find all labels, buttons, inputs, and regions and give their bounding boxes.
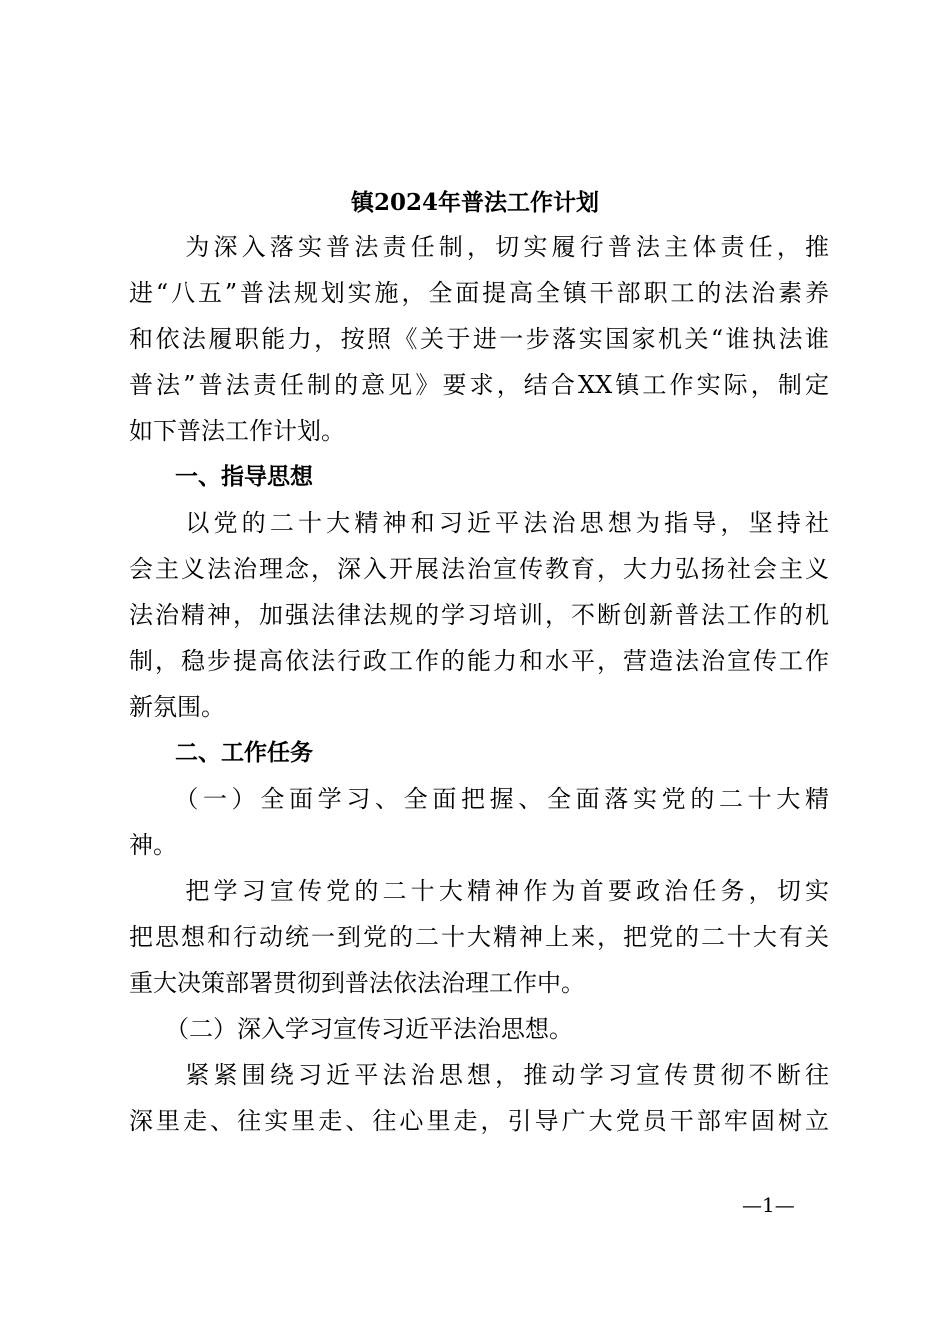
body-line: 进“八五”普法规划实施，全面提高全镇干部职工的法治素养: [129, 279, 829, 307]
body-line: 把思想和行动统一到党的二十大精神上来，把党的二十大有关: [129, 923, 829, 951]
page-number: —1—: [742, 1193, 795, 1217]
body-line: 会主义法治理念，深入开展法治宣传教育，大力弘扬社会主义: [129, 555, 829, 583]
body-line: 和依法履职能力，按照《关于进一步落实国家机关“谁执法谁: [129, 325, 829, 353]
body-line: 制，稳步提高依法行政工作的能力和水平，营造法治宣传工作: [129, 647, 829, 675]
subsection-heading: （一）全面学习、全面把握、全面落实党的二十大精: [129, 785, 829, 813]
body-line: 法治精神，加强法律法规的学习培训，不断创新普法工作的机: [129, 601, 829, 629]
body-line: 紧紧围绕习近平法治思想，推动学习宣传贯彻不断往: [129, 1061, 829, 1089]
body-line: 深里走、往实里走、往心里走，引导广大党员干部牢固树立: [129, 1107, 829, 1135]
body-line: 为深入落实普法责任制，切实履行普法主体责任，推: [129, 233, 829, 261]
body-line: 重大决策部署贯彻到普法依法治理工作中。: [129, 969, 585, 997]
subsection-heading: （二）深入学习宣传习近平法治思想。: [129, 1015, 573, 1043]
document-title: 镇2024年普法工作计划: [350, 189, 599, 216]
body-line: 如下普法工作计划。: [129, 417, 345, 445]
section-heading: 二、工作任务: [129, 740, 313, 766]
body-line: 新氛围。: [129, 693, 225, 721]
body-line: 普法”普法责任制的意见》要求，结合XX镇工作实际，制定: [129, 371, 829, 399]
section-heading: 一、指导思想: [129, 464, 313, 490]
subsection-heading: 神。: [129, 831, 177, 859]
body-line: 以党的二十大精神和习近平法治思想为指导，坚持社: [129, 509, 829, 537]
body-line: 把学习宣传党的二十大精神作为首要政治任务，切实: [129, 877, 829, 905]
